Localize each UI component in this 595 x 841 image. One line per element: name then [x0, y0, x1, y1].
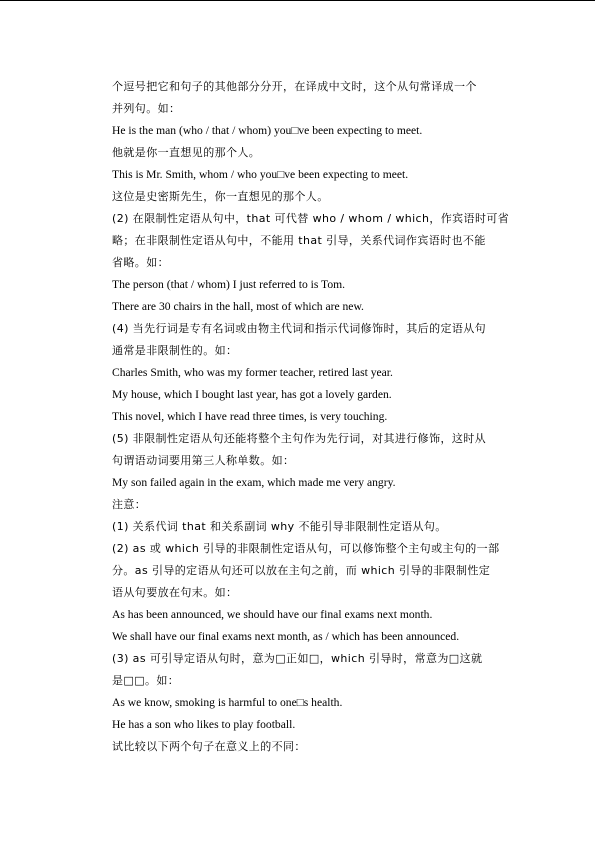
example-sentence: Charles Smith, who was my former teacher, retired last year. — [112, 366, 393, 379]
note-line: 分。as 引导的定语从句还可以放在主句之前，而 which 引导的非限制性定 — [112, 564, 491, 577]
text-line: 并列句。如： — [112, 102, 181, 115]
rule-line: (4) 当先行词是专有名词或由物主代词和指示代词修饰时，其后的定语从句 — [112, 322, 487, 335]
example-sentence: As has been announced, we should have our final exams next month. — [112, 608, 433, 621]
rule-line: 句谓语动词要用第三人称单数。如： — [112, 454, 295, 467]
note-line: (2) as 或 which 引导的非限制性定语从句，可以修饰整个主句或主句的一部 — [112, 542, 500, 555]
example-sentence: As we know, smoking is harmful to one□s health. — [112, 696, 343, 709]
rule-line: (5) 非限制性定语从句还能将整个主句作为先行词，对其进行修饰，这时从 — [112, 432, 487, 445]
note-line: 是□□。如： — [112, 674, 180, 687]
example-sentence: This is Mr. Smith, whom / who you□ve been expecting to meet. — [112, 168, 409, 181]
example-sentence: He has a son who likes to play football. — [112, 718, 296, 731]
example-sentence: This novel, which I have read three times, is very touching. — [112, 410, 388, 423]
example-sentence: We shall have our final exams next month, as / which has been announced. — [112, 630, 460, 643]
translation-line: 他就是你一直想见的那个人。 — [112, 146, 261, 159]
note-line: (3) as 可引导定语从句时，意为□正如□，which 引导时，常意为□这就 — [112, 652, 483, 665]
translation-line: 这位是史密斯先生，你一直想见的那个人。 — [112, 190, 329, 203]
rule-line: 通常是非限制性的。如： — [112, 344, 238, 357]
example-sentence: He is the man (who / that / whom) you□ve been expecting to meet. — [112, 124, 423, 137]
example-sentence: My son failed again in the exam, which made me very angry. — [112, 476, 396, 489]
note-heading: 注意： — [112, 498, 147, 511]
rule-line: 略；在非限制性定语从句中，不能用 that 引导，关系代词作宾语时也不能 — [112, 234, 486, 247]
rule-line: (2) 在限制性定语从句中，that 可代替 who / whom / which，作宾语时可省 — [112, 212, 510, 225]
note-line: (1) 关系代词 that 和关系副词 why 不能引导非限制性定语从句。 — [112, 520, 447, 533]
example-sentence: There are 30 chairs in the hall, most of which are new. — [112, 300, 364, 313]
example-sentence: The person (that / whom) I just referred to is Tom. — [112, 278, 346, 291]
document-body — [112, 76, 512, 758]
comparison-prompt: 试比较以下两个句子在意义上的不同： — [112, 740, 306, 753]
example-sentence: My house, which I bought last year, has got a lovely garden. — [112, 388, 392, 401]
page-top-rule — [0, 0, 595, 1]
text-line: 个逗号把它和句子的其他部分分开，在译成中文时，这个从句常译成一个 — [112, 80, 477, 93]
rule-line: 省略。如： — [112, 256, 169, 269]
note-line: 语从句要放在句末。如： — [112, 586, 238, 599]
